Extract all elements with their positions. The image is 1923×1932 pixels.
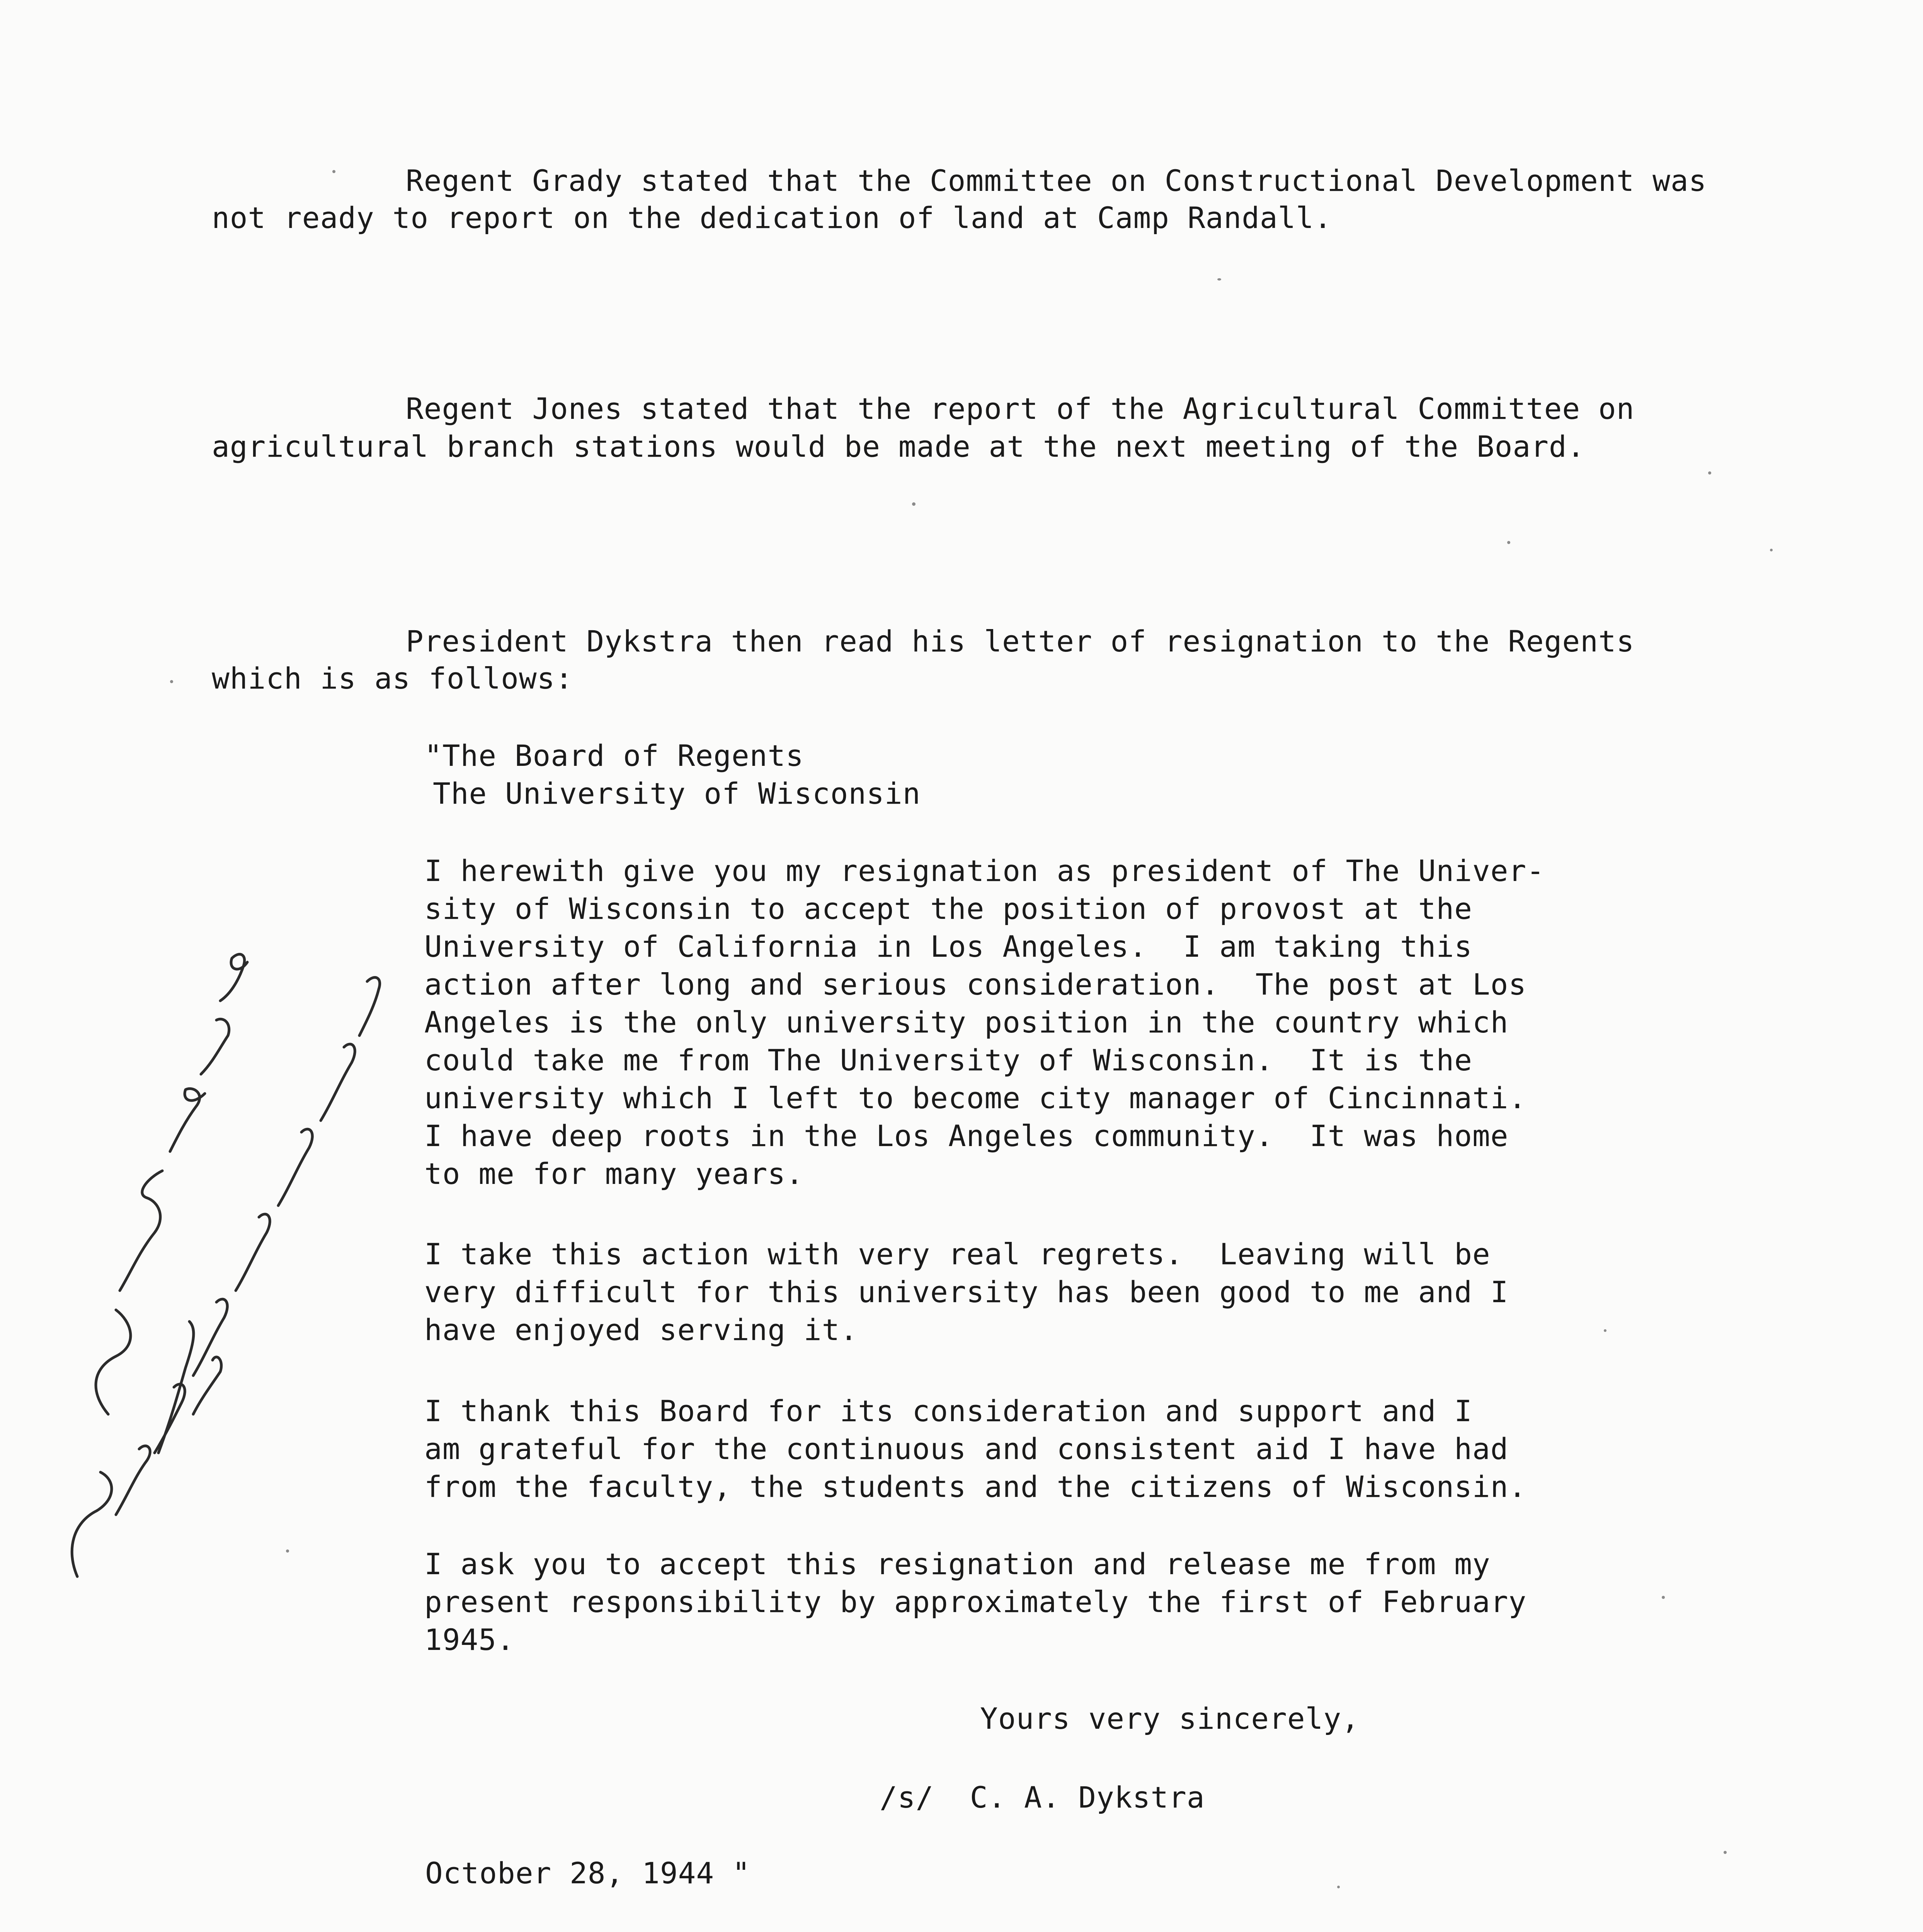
scan-speck (1770, 549, 1773, 551)
scan-speck (1217, 278, 1221, 281)
letter-address-line-1: "The Board of Regents (424, 738, 804, 773)
paragraph-1-line-1: Regent Grady stated that the Committee on Constructional Development was (406, 163, 1707, 198)
letter-para-1-line: I have deep roots in the Los Angeles community. It was home (424, 1119, 1509, 1153)
letter-para-4-line: I ask you to accept this resignation and release me from my (424, 1547, 1491, 1581)
scan-speck (1724, 1851, 1727, 1854)
letter-date: October 28, 1944 " (425, 1856, 750, 1890)
letter-para-1-line: University of California in Los Angeles. I am taking this (424, 929, 1472, 964)
scan-speck (332, 170, 335, 173)
letter-para-1-line: sity of Wisconsin to accept the position of provost at the (424, 891, 1472, 926)
paragraph-1-line-2: not ready to report on the dedication of land at Camp Randall. (212, 201, 1332, 235)
paragraph-3-line-1: President Dykstra then read his letter of resignation to the Regents (406, 624, 1635, 658)
letter-signature: /s/ C. A. Dykstra (880, 1780, 1205, 1815)
letter-para-4-line: present responsibility by approximately the first of February (424, 1585, 1527, 1619)
scan-speck (912, 502, 916, 506)
letter-para-1-line: university which I left to become city manager of Cincinnati. (424, 1081, 1527, 1115)
letter-para-2-line: very difficult for this university has been good to me and I (424, 1275, 1509, 1309)
letter-closing: Yours very sincerely, (980, 1701, 1360, 1736)
letter-para-1-line: could take me from The University of Wisconsin. It is the (424, 1043, 1472, 1077)
letter-para-4-line: 1945. (424, 1622, 515, 1657)
handwritten-margin-note (31, 796, 417, 1646)
paragraph-2-line-1: Regent Jones stated that the report of the Agricultural Committee on (406, 391, 1635, 426)
scan-speck (286, 1549, 289, 1553)
paragraph-3-line-2: which is as follows: (212, 661, 573, 696)
letter-para-3-line: I thank this Board for its consideration and support and I (424, 1394, 1472, 1428)
letter-para-3-line: am grateful for the continuous and consistent aid I have had (424, 1432, 1509, 1466)
scan-speck (170, 680, 173, 683)
scan-speck (1662, 1596, 1665, 1599)
letter-para-1-line: I herewith give you my resignation as president of The Univer- (424, 854, 1545, 888)
scan-speck (1507, 541, 1510, 544)
letter-para-1-line: Angeles is the only university position in the country which (424, 1005, 1509, 1039)
letter-para-3-line: from the faculty, the students and the citizens of Wisconsin. (424, 1469, 1527, 1504)
paragraph-2-line-2: agricultural branch stations would be made at the next meeting of the Board. (212, 429, 1585, 464)
scan-speck (1604, 1329, 1606, 1332)
letter-para-1-line: to me for many years. (424, 1156, 804, 1191)
letter-address-line-2: The University of Wisconsin (433, 776, 921, 811)
letter-para-1-line: action after long and serious consideration. The post at Los (424, 967, 1527, 1002)
scan-speck (1708, 471, 1711, 474)
letter-para-2-line: I take this action with very real regrets. Leaving will be (424, 1237, 1491, 1271)
scan-speck (1337, 1886, 1340, 1888)
letter-para-2-line: have enjoyed serving it. (424, 1313, 858, 1347)
